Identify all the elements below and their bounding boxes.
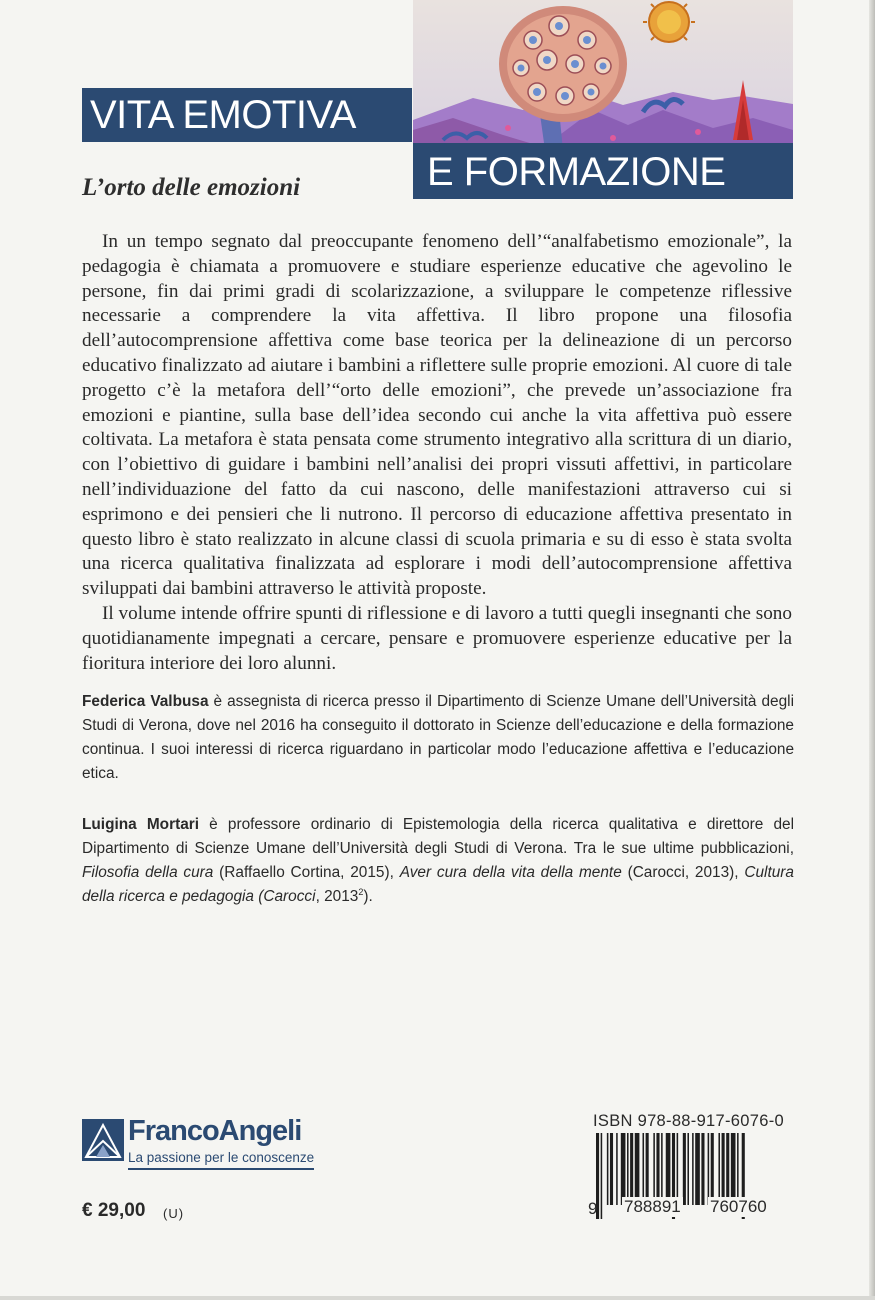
book-title: Filosofia della cura	[82, 864, 214, 881]
publisher-logo-rule	[128, 1168, 314, 1170]
barcode-digit-first: 9	[588, 1199, 598, 1218]
barcode-bar	[630, 1133, 633, 1205]
barcode-bar	[731, 1133, 736, 1205]
author-name: Federica Valbusa	[82, 693, 209, 710]
blurb-text	[82, 230, 792, 676]
barcode-bar	[692, 1133, 694, 1205]
author-bio-text: è professore ordinario di Epistemologia della ricerca qualitativa e direttore del Dipartimento di Scienze Umane dell’Università degli Studi di Verona. Tra le sue ultime pubblicazioni,	[82, 816, 795, 857]
blurb-paragraph-2: Il volume intende offrire spunti di riflessione e di lavoro a tutti quegli insegnanti che sono quotidianamente impegnati a cercare, pensare e promuovere esperienze educative per la fioritura interiore dei loro alunni.	[82, 602, 792, 674]
page-bottom-edge	[0, 1296, 875, 1300]
book-reference: (Carocci, 2013),	[621, 864, 745, 881]
author-name: Luigina Mortari	[82, 816, 200, 833]
barcode-bar	[635, 1133, 640, 1205]
barcode-digits-left: 788891	[624, 1197, 681, 1216]
book-title: Aver cura della vita della mente	[399, 864, 622, 881]
isbn-label: ISBN 978-88-917-6076-0	[593, 1112, 784, 1130]
author-bio-text: è assegnista di ricerca presso il Dipartimento di Scienze Umane dell’Università degli Studi di Verona, dove nel 2016 ha conseguito il dottorato in Scienze dell’educazione e della formazione continua. I suoi interessi di ricerca riguardano in particolar modo l’educazione affettiva e l’educazione etica.	[82, 693, 794, 782]
book-title: Cultura della ricerca e pedagogia (Carocci	[82, 864, 794, 905]
publisher-tagline: La passione per le conoscenze	[128, 1150, 315, 1165]
barcode-bar	[643, 1133, 645, 1205]
barcode-bar	[726, 1133, 729, 1205]
barcode-bar	[607, 1133, 609, 1205]
barcode-bar	[708, 1133, 710, 1205]
cover-illustration	[413, 0, 793, 150]
barcode-bar	[722, 1133, 725, 1205]
edition-superscript: 2	[358, 886, 364, 897]
barcode-bar	[666, 1133, 671, 1205]
barcode-bar	[683, 1133, 686, 1205]
subtitle: L’orto delle emozioni	[82, 174, 301, 201]
barcode-digits-right: 760760	[710, 1197, 767, 1216]
barcode-bar	[627, 1133, 629, 1205]
barcode-bar	[695, 1133, 700, 1205]
barcode-bar	[687, 1133, 689, 1205]
book-reference-end: ).	[363, 888, 373, 905]
title-line-2: E FORMAZIONE	[413, 143, 793, 199]
barcode-bar	[711, 1133, 714, 1205]
barcode-bar	[653, 1133, 655, 1205]
publisher-logo	[82, 1117, 314, 1175]
title-line-1: VITA EMOTIVA	[82, 88, 412, 142]
barcode-bar	[646, 1133, 649, 1205]
page-edge-shadow	[869, 0, 875, 1300]
barcode-bar	[718, 1133, 720, 1205]
price-note: (U)	[163, 1206, 185, 1221]
barcode-bar	[701, 1133, 704, 1205]
book-reference: (Raffaello Cortina, 2015),	[213, 864, 400, 881]
barcode-bar	[610, 1133, 613, 1205]
publisher-logo-icon	[82, 1119, 124, 1161]
barcode-bar	[656, 1133, 659, 1205]
barcode-bar	[601, 1133, 603, 1219]
barcode-bar	[616, 1133, 618, 1205]
barcode-bar	[737, 1133, 739, 1205]
book-reference: , 2013	[315, 888, 359, 905]
publisher-name: FrancoAngeli	[128, 1115, 302, 1147]
author-bio-2	[82, 813, 794, 909]
tree-canopy-icon	[499, 6, 627, 122]
barcode-bar	[661, 1133, 663, 1205]
blurb-paragraph-1: In un tempo segnato dal preoccupante fenomeno dell’“analfabetismo emozionale”, la pedagogia è chiamata a promuovere e studiare esperienze educative che agevolino le persone, fin dai primi gradi di scolarizzazione, a sviluppare le competenze riflessive necessarie a comprendere la vita affettiva. Il libro propone una filosofia dell’autocomprensione affettiva come base teorica per la delineazione di un percorso educativo finalizzato ad aiutare i bambini a riflettere sulle proprie emozioni. Al cuore di tale progetto c’è la metafora dell’“orto delle emozioni”, che prevede un’associazione fra emozioni e piantine, sulla base dell’idea secondo cui anche la vita affettiva può essere coltivata. La metafora è stata pensata come strumento integrativo alla scrittura di un diario, con l’obiettivo di guidare i bambini nell’analisi dei propri vissuti affettivi, in particolare nell’individuazione del fatto da cui nascono, delle manifestazioni attraverso cui si esprimono e dei pensieri che li nutrono. Il percorso di educazione affettiva presentato in questo libro è stato realizzato in alcune classi di scuola primaria e su di esso è stata svolta una ricerca qualitativa finalizzata ad esplorare i modi dell’autocomprensione affettiva sviluppati dai bambini attraverso le attività proposte.	[82, 231, 792, 600]
price: € 29,00	[82, 1200, 146, 1221]
barcode-bar	[621, 1133, 626, 1205]
author-bio-1	[82, 690, 794, 786]
barcode-bar	[677, 1133, 679, 1205]
